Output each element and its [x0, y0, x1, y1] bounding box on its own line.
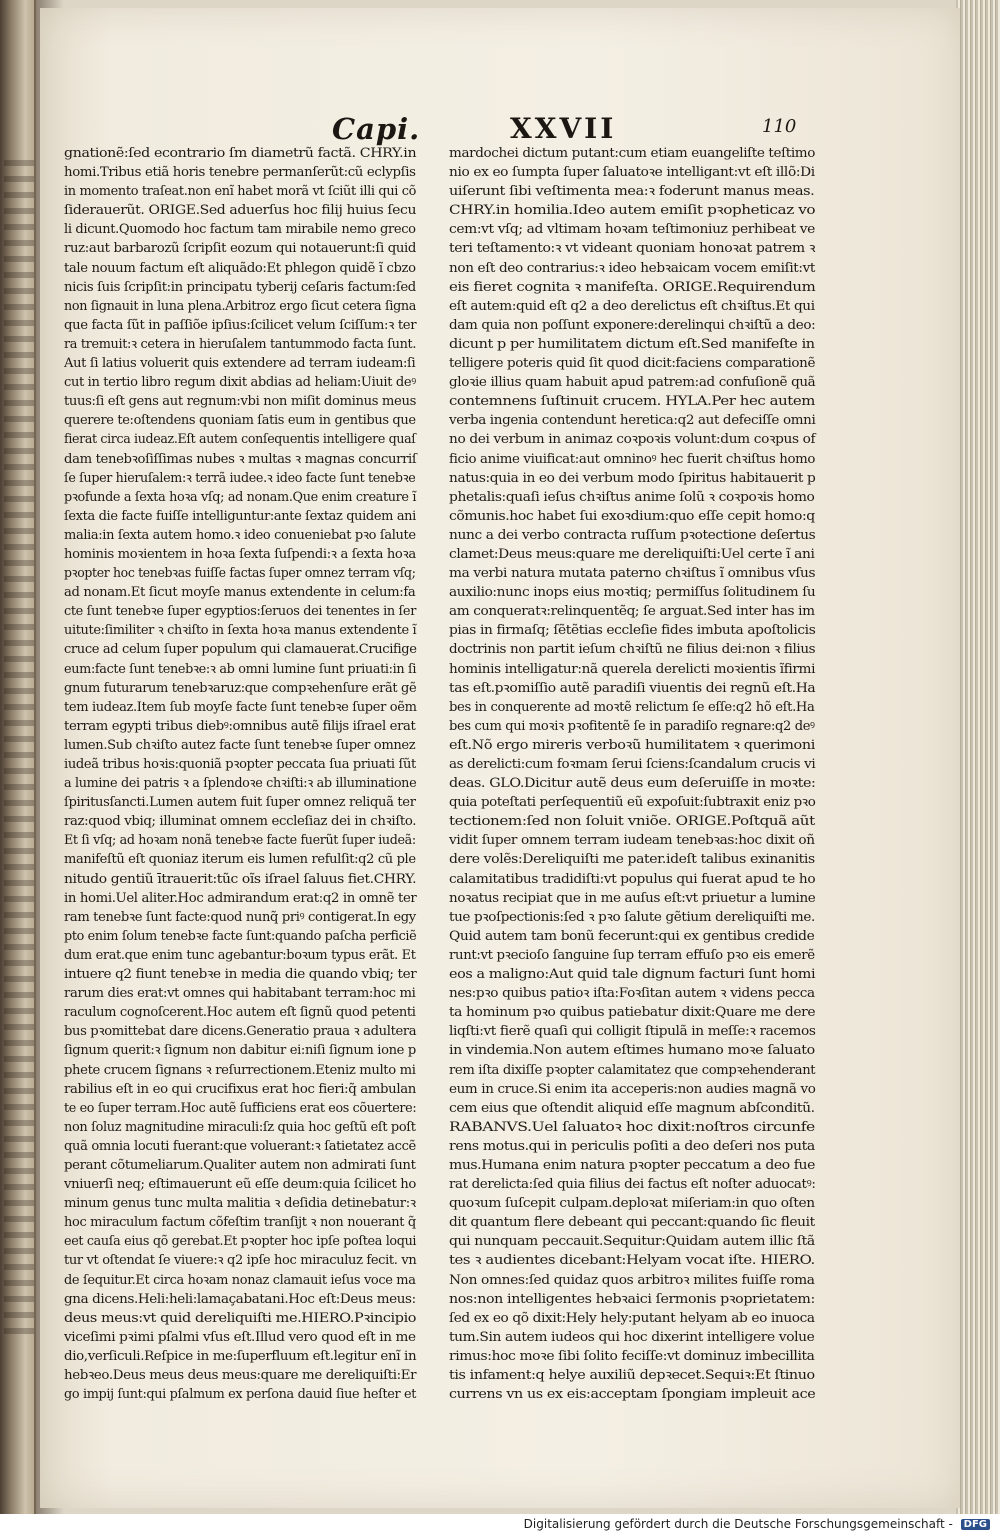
text-line: ſpiritusſancti.Lumen autem fuit ſuper omnez reliquã ter [64, 795, 416, 811]
text-line: nunc a dei verbo contracta ruſſum pꝛotectione deſertus [449, 527, 816, 543]
text-line: que facta ſũt in paſſiõe ipſius:ſcilicet velum ſciſſum:ꝛ ter [64, 317, 417, 333]
text-line: rem iſta dixiſſe pꝛopter calamitatez que compꝛehenderant [449, 1062, 816, 1078]
text-line: malia:in ſexta autem homo.ꝛ ideo conueniebat pꝛo ſalute [64, 527, 416, 543]
text-line: clamet:Deus meus:quare me dereliquiſti:Uel certe ĩ ani [449, 546, 815, 562]
text-line: dam tenebꝛoſiſſimas nubes ꝛ multas ꝛ magnas concurriſ [64, 451, 417, 467]
text-line: vidit ſuper omnem terram iudeam tenebꝛas:hoc dixit oñ [449, 833, 815, 849]
text-line: tum.Sin autem iudeos qui hoc dixerint intelligere volue [449, 1329, 815, 1345]
text-line: tuus:ſi eſt gens aut regnum:vbi non miſit dominus meus [64, 394, 416, 410]
text-line: rimus:hoc moꝛe ſibi ſolito feciſſe:vt dominuz imbecillita [449, 1348, 815, 1364]
text-line: de ſequitur.Et circa hoꝛam nonaz clamauit ieſus voce ma [64, 1272, 416, 1288]
text-line: Et ſi vſq; ad hoꝛam nonã tenebꝛe facte fuerũt ſuper iudeã: [64, 833, 416, 849]
text-line: uiſerunt ſibi veſtimenta mea:ꝛ foderunt manus meas. [449, 184, 815, 200]
text-line: liqſti:vt fierẽ quaſi qui colligit ſtipulã in meſſe:ꝛ racemos [449, 1024, 816, 1040]
text-line: lumen.Sub chꝛiſto autez facte ſunt tenebꝛe ſuper omnez [64, 737, 416, 753]
text-line: rabilius eſt in eo qui crucifixus erat hoc fieri:q̃ ambulan [64, 1081, 416, 1097]
text-line: as derelicti:cum foꝛmam ſerui ſciens:ſcandalum crucis vi [449, 757, 816, 772]
text-line: phete crucem ſignans ꝛ reſurrectionem.Eteniz multo mi [64, 1062, 416, 1078]
text-line: contemnens ſuſtinuit crucem. HYLA.Per hec autem [449, 394, 816, 410]
text-line: deus meus:vt quid dereliquiſti me.HIERO.Pꝛincipio [64, 1310, 417, 1326]
text-line: non ſoluz magnitudine miraculi:ſz quia hoc geſtũ eſt poſt [64, 1119, 416, 1135]
text-line: telligere poteris quid ſit quod dicit:faciens comparationẽ [449, 356, 816, 372]
text-line: eſt.Nõ ergo mireris verboꝛũ humilitatem ꝛ querimoni [449, 737, 815, 753]
text-line: raz:quod vbiq; illuminat omnem eccleſiaz dei in chꝛiſto. [64, 814, 417, 830]
chapter-number: XXVII [510, 112, 617, 145]
text-line: cem eius que oſtendit aliquid eſſe magnum abſconditũ. [449, 1100, 815, 1116]
folio-number: 110 [762, 116, 797, 137]
text-line: eis fieret cognita ꝛ manifeſta. ORIGE.Requirendum [449, 279, 816, 295]
text-line: nicis ſuis ſcripſit:in principatu tyberij ceſaris factum:ſed [64, 279, 416, 295]
running-head: Capi. [332, 112, 421, 146]
text-line: runt:vt pꝛecioſo ſanguine ſup terram effuſo pꝛo eis emerẽ [449, 947, 815, 963]
dfg-logo: DFG [961, 1519, 990, 1530]
text-line: deas. GLO.Dicitur autẽ deus eum deſeruiſſe in moꝛte: [449, 776, 816, 792]
text-line: CHRY.in homilia.Ideo autem emiſit pꝛopheticaz vo [449, 203, 816, 219]
text-line: tur vt oſtendat ſe viuere:ꝛ q2 ipſe hoc miraculuz fecit. vn [64, 1253, 417, 1269]
text-line: querere te:oſtendens quoniam ſatis eum in gentibus que [64, 413, 416, 429]
text-line: quã omnia locuti fuerant:que voluerant:ꝛ ſatietatez accẽ [64, 1138, 416, 1154]
text-line: ad nonam.Et ſicut moyſe manus extendente in celum:fa [64, 585, 416, 601]
text-line: cõmunis.hoc habet ſui exoꝛdium:quo eſſe cepit homo:q [449, 508, 815, 524]
text-line: tem iudeaz.Item ſub moyſe facte ſunt tenebꝛe ſuper oẽm [64, 699, 417, 715]
text-line: ficio anime viuificat:aut omninoꝰ hec fuerit chꝛiſtus homo [449, 451, 816, 467]
text-line: viceſimi pꝛimi pſalmi vſus eſt.Illud vero quod eſt in me [64, 1329, 416, 1345]
text-line: homi.Tribus etiã horis tenebre permanſerũt:cũ eclypſis [64, 165, 416, 181]
text-line: in homi.Uel aliter.Hoc admirandum erat:q2 in omnẽ ter [64, 890, 417, 906]
text-line: quoꝛum ſuſcepit culpam.deploꝛat miſeriam:in quo oſten [449, 1196, 815, 1212]
text-line: pꝛopter hoc tenebꝛas fuiſſe factas ſuper omnez terram vſq; [64, 566, 416, 582]
text-line: intuere q2 fiunt tenebꝛe in media die quando vbiq; ter [64, 967, 417, 983]
text-line: ma verbi natura mutata paterno chꝛiſtus ĩ omnibus vſus [449, 566, 816, 582]
text-line: dio,verſiculi.Reſpice in me:ſuperfluum eſt.legitur enĩ in [64, 1348, 417, 1364]
text-line: ſe ſuper hieruſalem:ꝛ terrã iudee.ꝛ ideo facte ſunt tenebꝛe [64, 470, 416, 486]
text-line: manifeſtũ eſt quoniaz iterum eis lumen refulſit:q2 cũ ple [64, 852, 416, 868]
text-line: dam quia non poſſunt exponere:derelinqui chꝛiſtũ a deo: [449, 317, 816, 333]
text-line: verba ingenia contendunt heretica:q2 aut defeciſſe omni [449, 413, 816, 429]
text-line: nes:pꝛo quibus patioꝛ iſta:Foꝛſitan autem ꝛ videns pecca [449, 986, 815, 1002]
text-line: ſed ex eo qõ dixit:Hely hely:putant helyam ab eo inuoca [449, 1310, 815, 1326]
funding-credit-text: Digitalisierung gefördert durch die Deutsche Forschungsgemeinschaft - [523, 1517, 953, 1531]
text-line: rarum dies erat:vt omnes qui habitabant terram:hoc mi [64, 986, 416, 1002]
footer-bar [0, 1514, 1000, 1536]
left-page-text-fragment [4, 160, 34, 1340]
text-line: pias in firmaſq; ſẽtẽtias eccleſie fides imbuta apoſtolicis [449, 623, 816, 639]
text-line: dum erat.que enim tunc agebantur:boꝛum typus erãt. Et [64, 947, 416, 963]
text-line: nio ex eo ſumpta ſuper ſaluatoꝛe intelligant:vt eſt illõ:Di [449, 165, 815, 181]
text-line: non eſt deo contrarius:ꝛ ideo hebꝛaicam vocem emiſit:vt [449, 260, 816, 276]
text-line: eſt autem:quid eſt q2 a deo derelictus eſt chꝛiſtus.Et qui [449, 298, 815, 314]
text-line: Aut ſi latius voluerit quis extendere ad terram iudeam:ſi [64, 356, 416, 372]
text-line: cem:vt vſq; ad vltimam hoꝛam teſtimoniuz perhibeat ve [449, 222, 815, 238]
text-line: eum:facte ſunt tenebꝛe:ꝛ ab omni lumine ſunt priuati:in ſi [64, 661, 417, 677]
text-line: eet cauſa eius qõ gerebat.Et pꝛopter hoc ipſe poſtea loqui [64, 1234, 417, 1250]
text-line: non ſignauit in luna plena.Arbitroz ergo ſicut cetera ſigna [64, 298, 417, 314]
text-line: mus.Humana enim natura pꝛopter peccatum a deo fue [449, 1157, 816, 1173]
text-line: perant cõtumeliarum.Qualiter autem non admirati ſunt [64, 1157, 416, 1173]
text-line: gna dicens.Heli:heli:lamaçabatani.Hoc eſt:Deus meus: [64, 1291, 416, 1307]
text-line: ruz:aut barbarozũ ſcripſit eozum qui notauerunt:ſi quid [64, 241, 417, 257]
text-line: no dei verbum in animaz coꝛpoꝛis volunt:dum coꝛpus of [449, 432, 816, 448]
text-line: ta hominum pꝛo quibus patiebatur dixit:Quare me dere [449, 1005, 816, 1021]
text-line: eos a maligno:Aut quid tale dignum facturi ſunt homi [449, 967, 816, 983]
text-line: pꝛofunde a ſexta hoꝛa vſq; ad nonam.Que enim creature ĩ [64, 489, 417, 505]
text-line: a lumine dei patris ꝛ a ſplendoꝛe chꝛiſti:ꝛ ab illuminatione [64, 776, 417, 792]
right-text-column [449, 144, 815, 1404]
text-line: cte ſunt tenebꝛe ſuper egyptios:ſeruos dei tenentes in ſer [64, 604, 416, 620]
text-line: ram tenebꝛe ſunt facte:quod nunq̃ priꝰ contigerat.In egy [64, 909, 416, 925]
text-line: auxilio:nunc inops eius moꝛtiq; permiſſus ſolitudinem ſu [449, 585, 816, 601]
text-line: terram egypti tribus diebꝰ:omnibus autẽ filijs iſrael erat [64, 718, 416, 734]
text-line: hoc miraculum factum cõfeſtim tranſijt ꝛ non nouerant q̃ [64, 1215, 416, 1231]
text-line: currens vn us ex eis:acceptam ſpongiam impleuit ace [449, 1387, 816, 1403]
text-line: cruce ad celum ſuper populum qui clamauerat.Crucifige [64, 642, 417, 658]
text-line: iudeã tribus hoꝛis:quoniã pꝛopter peccata ſua priuati ſũt [64, 757, 416, 772]
text-line: bus pꝛomittebat dare dicens.Generatio praua ꝛ adultera [64, 1024, 417, 1040]
text-line: ſexta die facte fuiſſe intelliguntur:ante ſextaz quidem ani [64, 508, 416, 524]
text-line: am conqueratꝛ:relinquentẽq; ſe arguat.Sed inter has im [449, 604, 815, 620]
text-line: tale nouum factum eſt aliquãdo:Et phlegon quidẽ ĩ cbzo [64, 260, 416, 276]
text-line: calamitatibus tradidiſti:vt populus qui fuerat apud te ho [449, 871, 816, 887]
text-line: ſignum querit:ꝛ ſignum non dabitur ei:niſi ſignum ione p [64, 1043, 416, 1059]
text-line: bes in conquerente ad moꝛtẽ relictum ſe eſſe:q2 hõ eſt.Ha [449, 699, 815, 715]
page [40, 8, 960, 1508]
text-line: hebꝛeo.Deus meus deus meus:quare me dereliquiſti:Er [64, 1368, 417, 1383]
text-line: RABANVS.Uel ſaluatoꝛ hoc dixit:noſtros circunfe [449, 1119, 815, 1135]
text-line: Non omnes:ſed quidaz quos arbitroꝛ milites fuiſſe roma [449, 1272, 815, 1288]
text-line: natus:quia in eo dei verbum modo ſpiritus habitauerit p [449, 470, 816, 486]
text-line: gloꝛie illius quam habuit apud patrem:ad confuſionẽ quã [449, 375, 816, 391]
text-line: hominis intelligatur:nã querela derelicti moꝛientis ĩfirmi [449, 661, 816, 677]
text-line: dicunt p per humilitatem dictum eſt.Sed manifeſte in [449, 336, 815, 352]
text-line: go impij ſunt:qui pſalmum ex perſona dauid ſiue heſter et [64, 1387, 417, 1403]
text-line: tis infament:q helye auxiliũ depꝛecet.Sequiꝛ:Et ſtinuo [449, 1368, 815, 1383]
text-line: bes cum qui moꝛiꝛ pꝛofitentẽ ſe in paradiſo regnare:q2 deꝰ [449, 718, 815, 734]
text-line: minum genus tunc multa malitia ꝛ deſidia detinebatur:ꝛ [64, 1196, 416, 1212]
text-line: tue pꝛoſpectionis:ſed ꝛ pꝛo ſalute gẽtium dereliquiſti me. [449, 909, 815, 925]
text-line: Quid autem tam bonũ fecerunt:qui ex gentibus credide [449, 928, 815, 944]
text-line: eum in cruce.Si enim ita acceperis:non audies magnã vo [449, 1081, 816, 1097]
text-line: gnum futurarum tenebꝛaruz:que compꝛehenſure erãt gẽ [64, 680, 417, 696]
text-line: vniuerſi neq; eſtimauerunt eũ eſſe deum:quia ſcilicet ho [64, 1177, 417, 1193]
text-line: doctrinis non partit ieſum chꝛiſtũ ne filius dei:non ꝛ filius [449, 642, 816, 658]
text-line: noꝛatus recipiat que in me auſus eſt:vt priuetur a lumine [449, 890, 816, 906]
funding-credit [524, 1517, 990, 1531]
text-line: li dicunt.Quomodo hoc factum tam mirabile nemo greco [64, 222, 416, 238]
text-line: dit quantum flere debeant qui peccant:quando ſic fleuit [449, 1215, 815, 1231]
text-line: mardochei dictum putant:cum etiam euangeliſte teſtimo [449, 146, 816, 161]
text-line: nos:non intelligentes hebꝛaici ſermonis pꝛoprietatem: [449, 1291, 815, 1307]
text-line: te eo ſuper terram.Hoc autẽ ſufficiens erat eos cõuertere: [64, 1100, 417, 1116]
text-line: quia poteſtati perſequentiũ eũ expoſuit:ſubtraxit eniz pꝛo [449, 795, 816, 811]
text-line: nitudo gentiũ ītrauerit:tũc oĩs iſrael ſaluus fiet.CHRY. [64, 871, 417, 887]
left-page-edge [0, 0, 36, 1514]
text-line: fierat circa iudeaz.Eſt autem conſequentis intelligere quaſ [64, 432, 416, 448]
text-line: gnationẽ:ſed econtrario ſm diametrũ factã. CHRY.in [64, 146, 417, 161]
text-line: in momento traſeat.non enĩ habet morã vt ſciũt illi qui cõ [64, 184, 417, 200]
text-line: dere volẽs:Dereliquiſti me pater.ideſt talibus exinanitis [449, 852, 815, 868]
text-line: rat derelicta:ſed quia filius dei factus eſt noſter aduocatꝰ: [449, 1177, 816, 1193]
text-line: tas eſt.pꝛomiſſio autẽ paradiſi viuentis dei regnũ eſt.Ha [449, 680, 816, 696]
text-line: ra tremuit:ꝛ cetera in hieruſalem tantummodo facta ſunt. [64, 336, 417, 352]
text-line: hominis moꝛientem in hoꝛa ſexta ſuſpendi:ꝛ a ſexta hoꝛa [64, 546, 416, 562]
text-line: pto enim ſolum tenebꝛe facte ſunt:quando paſcha perficiẽ [64, 928, 417, 944]
text-line: phetalis:quaſi ieſus chꝛiſtus anime ſolũ ꝛ coꝛpoꝛis homo [449, 489, 815, 505]
page-edges [956, 0, 1000, 1514]
text-line: tes ꝛ audientes dicebant:Helyam vocat iſte. HIERO. [449, 1253, 815, 1269]
text-line: cut in tertio libro regum dixit abdias ad heliam:Uiuit deꝰ [64, 375, 416, 391]
left-text-column [64, 144, 416, 1404]
text-line: tectionem:ſed non ſoluit vniõe. ORIGE.Poſtquã aũt [449, 814, 815, 830]
text-line: teri teſtamento:ꝛ vt videant quoniam honoꝛat patrem ꝛ [449, 241, 816, 257]
text-line: in vindemia.Non autem eſtimes humano moꝛe ſaluato [449, 1043, 815, 1059]
text-line: qui nunquam peccauit.Sequitur:Quidam autem illic ſtã [449, 1234, 815, 1250]
text-line: uitute:ſimiliter ꝛ chꝛiſto in ſexta hoꝛa manus extendente ĩ [64, 623, 417, 639]
text-line: ſiderauerũt. ORIGE.Sed aduerſus hoc filij huius ſecu [64, 203, 417, 219]
text-line: rens motus.qui in periculis poſiti a deo deſeri nos puta [449, 1138, 815, 1154]
text-line: raculum cognoſcerent.Hoc autem eſt ſignũ quod petenti [64, 1005, 416, 1021]
